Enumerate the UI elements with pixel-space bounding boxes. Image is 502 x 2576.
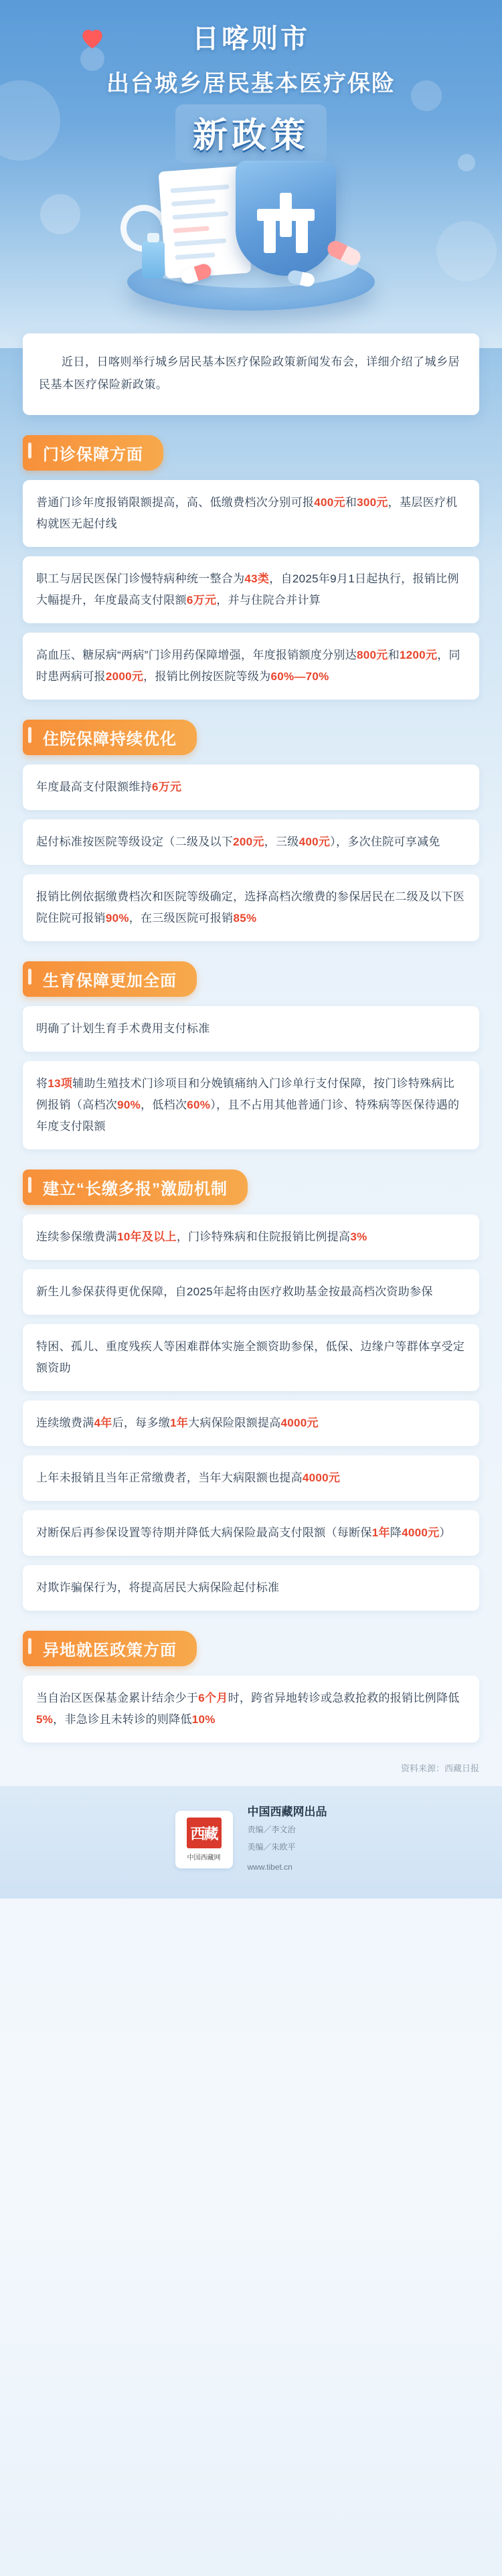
policy-card: 普通门诊年度报销限额提高，高、低缴费档次分别可报400元和300元，基层医疗机构就医无起付线 [23,480,479,547]
highlight-value: 90% [117,1099,141,1111]
logo [175,1811,233,1868]
policy-card: 连续缴费满4年后，每多缴1年大病保险限额提高4000元 [23,1400,479,1446]
section-title: 门诊保障方面 [43,446,143,464]
hero-banner [0,0,502,348]
highlight-value: 90% [105,912,129,924]
section-header [23,961,197,997]
section-header [23,435,163,471]
highlight-value: 300元 [357,496,388,509]
hero-title-group [0,0,502,163]
policy-card: 上年未报销且当年正常缴费者，当年大病限额也提高4000元 [23,1455,479,1501]
section-card-list [23,1214,479,1611]
policy-card: 将13项辅助生殖技术门诊项目和分娩镇痛纳入门诊单行支付保障，按门诊特殊病比例报销（高档次90%，低档次60%），且不占用其他普通门诊、特殊病等医保待遇的年度支付限额 [23,1061,479,1149]
intro-text: 近日，日喀则举行城乡居民基本医疗保险政策新闻发布会，详细介绍了城乡居民基本医疗保险新政策。 [39,355,460,391]
highlight-value: 1200元 [399,649,438,661]
highlight-value: 5% [36,1713,54,1726]
highlight-value: 1年 [170,1417,189,1429]
policy-card: 年度最高支付限额维持6万元 [23,764,479,810]
section-card-list [23,764,479,941]
highlight-value: 10年及以上 [117,1230,177,1243]
policy-card: 连续参保缴费满10年及以上，门诊特殊病和住院报销比例提高3% [23,1214,479,1260]
shield-cross-icon [236,161,336,276]
footer-editor: 责编／李文治 [247,1825,296,1834]
highlight-value: 85% [233,912,257,924]
section [23,1631,479,1743]
sections-container [0,435,502,1743]
page-footer [0,1786,502,1899]
logo-mark: 西藏 [187,1818,222,1848]
intro-card [23,333,479,415]
medicine-bottle-icon [142,241,165,278]
highlight-value: 400元 [299,835,331,848]
section-header [23,720,197,755]
section [23,1170,479,1611]
highlight-value: 6个月 [198,1692,228,1704]
highlight-value: 6万元 [152,781,182,793]
highlight-value: 10% [191,1713,216,1726]
section-card-list [23,1676,479,1743]
policy-card: 当自治区医保基金累计结余少于6个月时，跨省异地转诊或急救抢救的报销比例降低5%，非急诊且未转诊的则降低10% [23,1676,479,1743]
highlight-value: 4000元 [402,1526,440,1539]
policy-card: 明确了计划生育手术费用支付标准 [23,1006,479,1052]
highlight-value: 1年 [371,1526,390,1539]
policy-card: 对断保后再参保设置等待期并降低大病保险最高支付限额（每断保1年降4000元） [23,1510,479,1556]
logo-text: 中国西藏网 [187,1854,221,1862]
highlight-value: 200元 [233,835,264,848]
source-note: 资料来源：西藏日报 [400,1763,479,1773]
highlight-value: 4000元 [302,1471,341,1484]
highlight-value: 4年 [94,1417,112,1429]
hero-line-1: 日喀则市 [192,24,310,54]
footer-designer: 美编／朱欧平 [247,1842,296,1852]
highlight-value: 60%—70% [270,670,329,683]
policy-card: 起付标准按医院等级设定（二级及以下200元，三级400元），多次住院可享减免 [23,819,479,865]
section-card-list [23,480,479,700]
policy-card: 新生儿参保获得更优保障，自2025年起将由医疗救助基金按最高档次资助参保 [23,1269,479,1315]
section-title: 住院保障持续优化 [43,730,177,748]
highlight-value: 4000元 [280,1417,319,1429]
highlight-value: 6万元 [186,594,217,607]
policy-card: 报销比例依据缴费档次和医院等级确定，选择高档次缴费的参保居民在二级及以下医院住院可报销90%，在三级医院可报销85% [23,874,479,941]
section-title: 生育保障更加全面 [43,972,177,990]
policy-card: 职工与居民医保门诊慢特病种统一整合为43类，自2025年9月1日起执行，报销比例大幅提升，年度最高支付限额6万元，并与住院合并计算 [23,556,479,623]
highlight-value: 43类 [244,572,270,585]
highlight-value: 3% [350,1230,367,1243]
hero-line-2: 出台城乡居民基本医疗保险 [106,71,396,96]
highlight-value: 2000元 [105,670,144,683]
hero-line-3: 新政策 [175,104,327,163]
footer-brand: 中国西藏网出品 [247,1805,327,1818]
section [23,435,479,700]
highlight-value: 60% [187,1099,211,1111]
section-header [23,1631,197,1666]
section-title: 异地就医政策方面 [43,1641,177,1660]
section [23,720,479,941]
footer-url[interactable]: www.tibet.cn [247,1862,292,1872]
policy-card: 高血压、糖尿病“两病”门诊用药保障增强，年度报销额度分别达800元和1200元，同时患两病可报2000元，报销比例按医院等级为60%—70% [23,633,479,700]
footer-credits [248,1803,327,1876]
section-header [23,1170,248,1205]
section-title: 建立“长缴多报”激励机制 [43,1180,228,1198]
section [23,961,479,1149]
highlight-value: 800元 [357,649,388,661]
policy-card: 对欺诈骗保行为，将提高居民大病保险起付标准 [23,1565,479,1611]
highlight-value: 13项 [48,1077,73,1090]
hero-illustration [0,141,502,341]
highlight-value: 400元 [314,496,345,509]
section-card-list [23,1006,479,1149]
policy-card: 特困、孤儿、重度残疾人等困难群体实施全额资助参保，低保、边缘户等群体享受定额资助 [23,1324,479,1391]
